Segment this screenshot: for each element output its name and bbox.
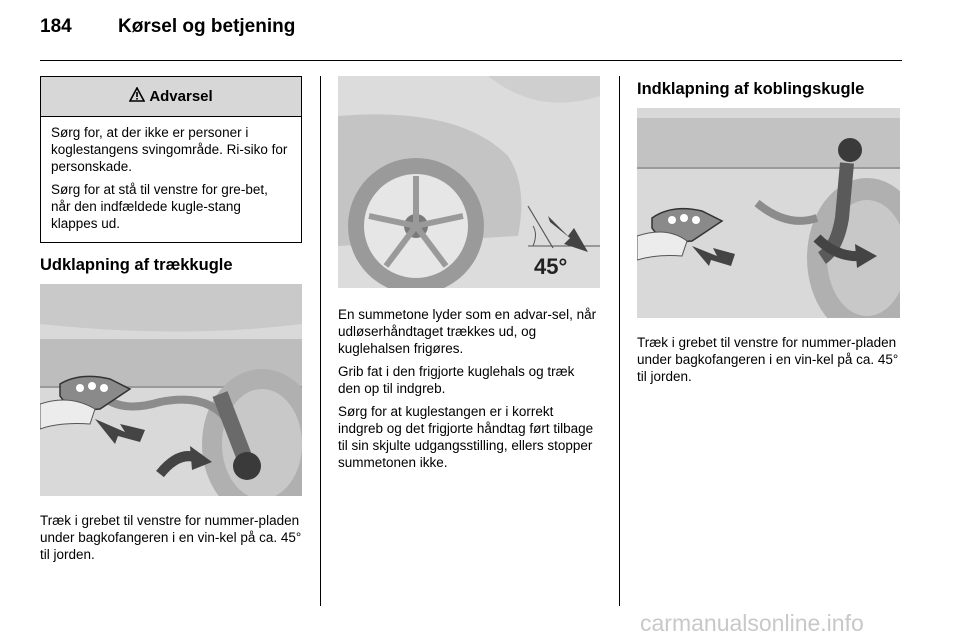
page-number: 184 xyxy=(40,16,72,37)
body-paragraph: Sørg for at kuglestangen er i korrekt indgreb og det frigjorte håndtag ført tilbage til sin skjulte udgangsstilling, ellers stopper summetonen ikke. xyxy=(338,404,594,470)
section-heading-indklapning: Indklapning af koblingskugle xyxy=(637,80,865,98)
warning-header xyxy=(41,77,301,117)
warning-triangle-icon xyxy=(129,87,145,106)
body-paragraph: En summetone lyder som en advar-sel, når udløserhåndtaget trækkes ud, og kuglehalsen frigøres. xyxy=(338,307,597,356)
caption-indklapning xyxy=(637,334,900,391)
section-heading-udklapning: Udklapning af trækkugle xyxy=(40,256,233,274)
angle-label: 45° xyxy=(534,254,568,279)
column-divider-right xyxy=(619,76,620,606)
page-header xyxy=(40,16,295,38)
header-divider xyxy=(40,60,902,61)
figure-unfold-towbar xyxy=(40,284,302,496)
watermark: carmanualsonline.info xyxy=(640,610,864,636)
caption-text: Træk i grebet til venstre for nummer-pladen under bagkofangeren i en vin-kel på ca. 45° til jorden. xyxy=(637,335,899,384)
warning-paragraph: Sørg for, at der ikke er personer i koglestangens svingområde. Ri-siko for personskade. xyxy=(51,125,288,174)
warning-paragraph: Sørg for at stå til venstre for gre-bet, når den indfældede kugle-stang klappes ud. xyxy=(51,182,268,231)
warning-title: Advarsel xyxy=(149,88,213,105)
figure-fold-towbar xyxy=(637,108,900,318)
warning-box xyxy=(40,76,302,243)
body-paragraph: Grib fat i den frigjorte kuglehals og træk den op til indgreb. xyxy=(338,364,575,396)
caption-udklapning xyxy=(40,512,302,569)
warning-body xyxy=(41,117,301,232)
figure-release-handle-angle xyxy=(338,76,600,288)
column-divider-left xyxy=(320,76,321,606)
middle-text xyxy=(338,306,600,477)
page-title: Kørsel og betjening xyxy=(118,16,296,37)
caption-text: Træk i grebet til venstre for nummer-pladen under bagkofangeren i en vin-kel på ca. 45° til jorden. xyxy=(40,513,302,562)
